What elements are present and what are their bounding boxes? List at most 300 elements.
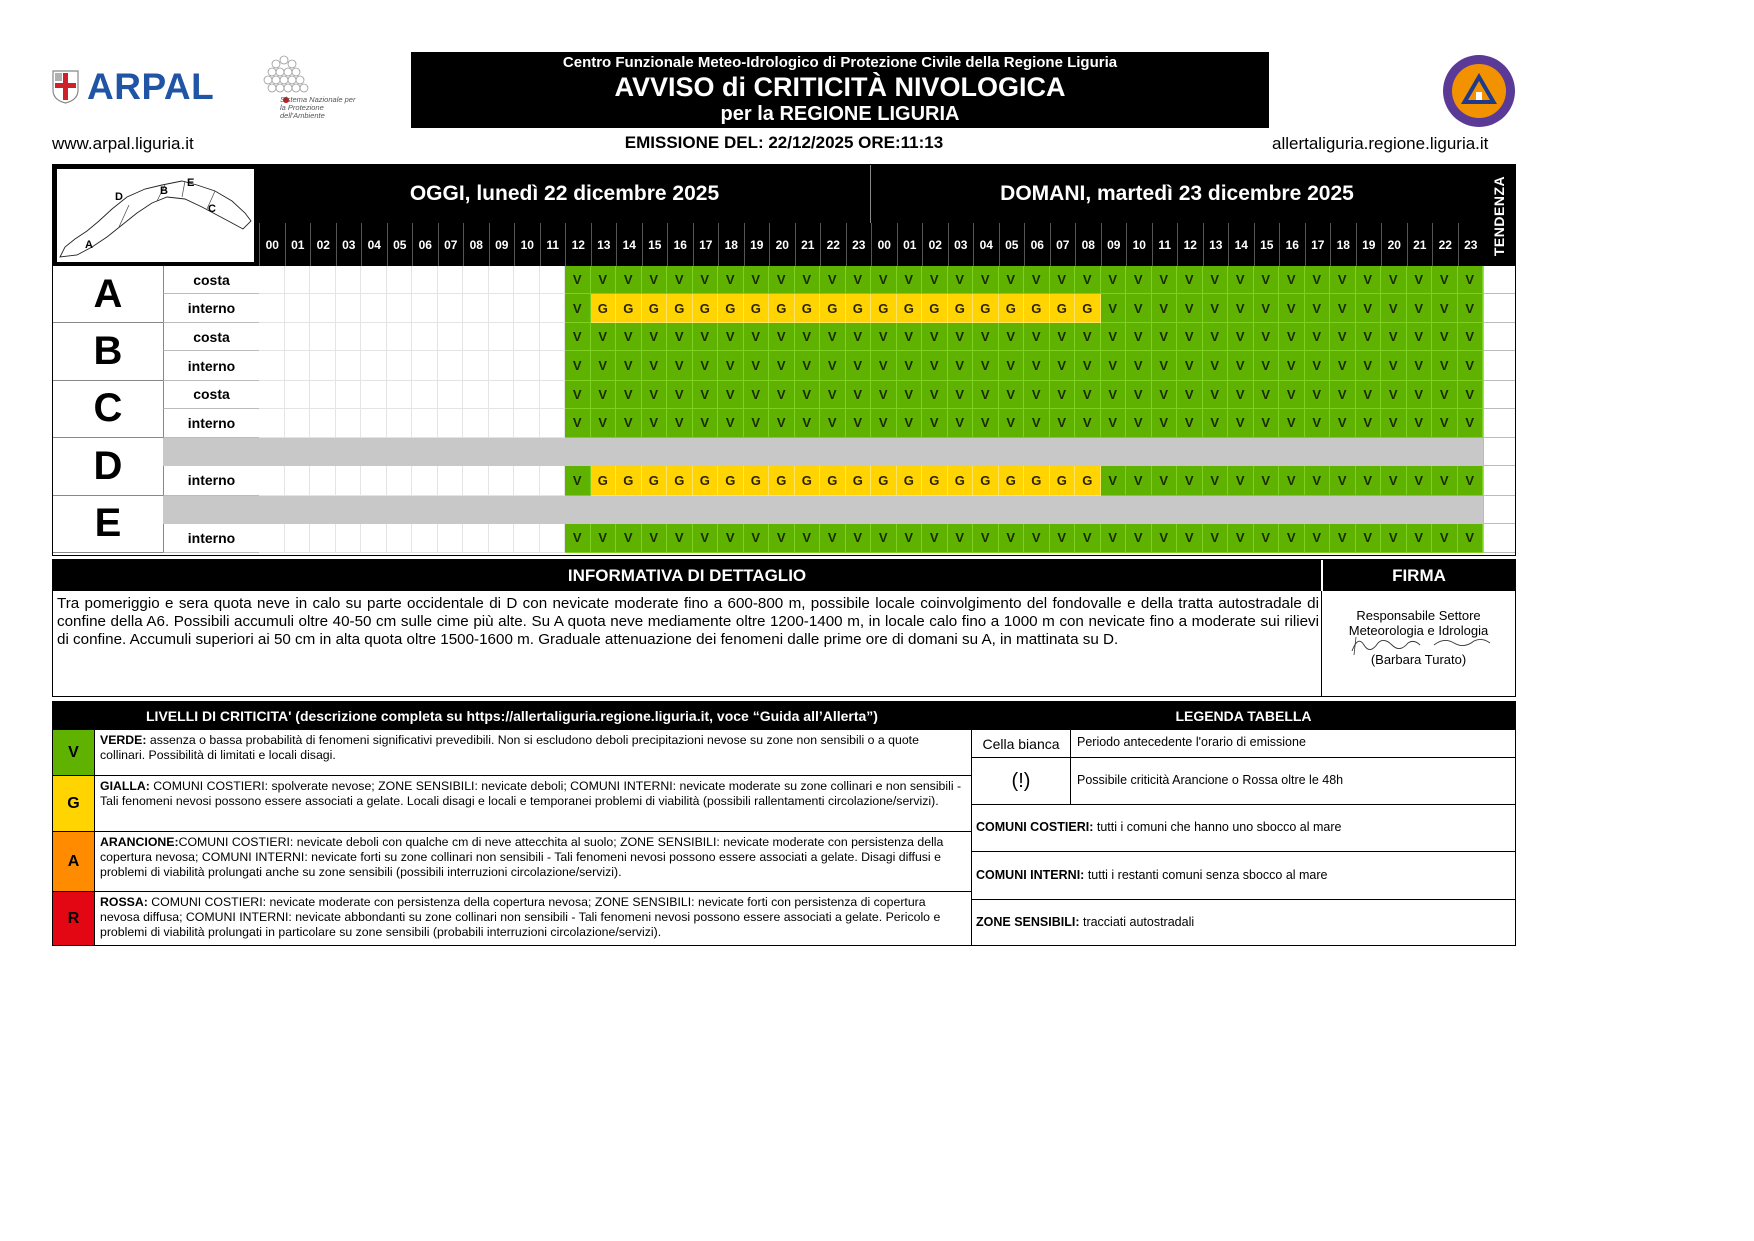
criticality-levels-panel [52,701,972,946]
level-cell: V [1101,266,1127,294]
level-cell: V [1203,524,1229,553]
level-cell [259,409,285,438]
level-cell: V [1356,323,1382,351]
level-cell: V [1177,524,1203,553]
level-cell: V [1279,323,1305,351]
level-cell: V [642,381,668,409]
level-cell: V [897,524,923,553]
level-cell: V [871,351,897,380]
level-cell: G [693,466,719,495]
level-cell: V [820,351,846,380]
level-cell: V [769,323,795,351]
level-cell: V [897,351,923,380]
zone-d-interno-label: interno [163,466,259,495]
legend-key-cella-bianca: Cella bianca [972,730,1071,757]
hour-header: 21 [1407,223,1433,266]
level-cell [540,381,566,409]
level-cell: V [1356,466,1382,495]
level-cell: V [999,266,1025,294]
level-cell: V [616,381,642,409]
level-cell [514,524,540,553]
level-cell [336,466,362,495]
level-cell [489,294,515,323]
level-cell: V [1050,409,1076,438]
level-cell: V [999,524,1025,553]
hour-header: 10 [1126,223,1152,266]
level-cell [514,381,540,409]
level-cell [285,524,311,553]
legend-row-cella-bianca [972,729,1515,757]
level-cell: V [616,409,642,438]
level-cell [489,381,515,409]
level-cell: G [871,294,897,323]
level-cell: V [693,266,719,294]
level-cell: V [1203,381,1229,409]
level-cell: V [1152,294,1178,323]
zone-c-interno-label: interno [163,409,259,438]
level-cell: V [1305,323,1331,351]
level-cell: V [1279,524,1305,553]
level-cell: G [948,294,974,323]
level-cell: V [846,351,872,380]
level-cell [361,409,387,438]
level-cell: V [1330,351,1356,380]
hour-header: 09 [1101,223,1127,266]
level-cell: V [897,266,923,294]
level-cell: V [1024,351,1050,380]
level-cell: V [1254,323,1280,351]
level-cell: V [616,266,642,294]
level-cell [387,323,413,351]
level-cell [336,351,362,380]
level-cell: V [667,409,693,438]
level-cell [285,294,311,323]
hour-header: 07 [438,223,464,266]
level-cell [514,266,540,294]
level-cell: V [846,381,872,409]
level-cell [489,351,515,380]
level-cell: V [1381,294,1407,323]
level-cell [463,351,489,380]
level-cell [438,294,464,323]
level-cell [387,466,413,495]
level-cell: V [667,524,693,553]
level-cell: V [1432,323,1458,351]
level-cell: G [948,466,974,495]
level-cell: V [565,466,591,495]
hour-header: 18 [718,223,744,266]
hour-header: 03 [336,223,362,266]
level-cell [489,524,515,553]
hour-header: 15 [642,223,668,266]
level-cell: V [1126,381,1152,409]
level-cell: V [642,409,668,438]
hour-header: 07 [1050,223,1076,266]
level-cell: V [795,351,821,380]
zone-c-costa-label: costa [163,381,259,409]
level-cell: V [1305,466,1331,495]
level-cell: V [1228,409,1254,438]
tendenza-cell [1483,466,1515,495]
level-cell: V [922,266,948,294]
level-cell: V [1228,381,1254,409]
zone-d-interno-cells [259,466,1483,495]
hour-header: 10 [514,223,540,266]
level-cell: V [820,266,846,294]
level-cell: V [769,266,795,294]
hour-header: 01 [897,223,923,266]
zone-letter-d: D [53,438,163,495]
level-cell [310,381,336,409]
level-cell: V [1126,466,1152,495]
level-gialla [53,775,971,831]
level-cell [285,466,311,495]
level-cell: V [1407,323,1433,351]
level-cell: V [1458,524,1484,553]
title-line-regione: per la REGIONE LIGURIA [720,103,960,125]
legend-row-zone-sensibili [972,899,1515,945]
zone-letter-a: A [53,266,163,323]
level-cell: V [769,351,795,380]
detail-info-panel [52,559,1516,697]
level-cell: G [973,466,999,495]
level-cell [412,266,438,294]
level-cell: G [718,466,744,495]
level-cell: V [769,409,795,438]
level-cell: V [1432,294,1458,323]
level-cell: V [795,524,821,553]
handwritten-signature-icon [1344,633,1494,655]
level-cell: G [820,466,846,495]
level-cell: V [1432,266,1458,294]
level-cell: V [1407,351,1433,380]
level-cell: V [973,409,999,438]
level-cell: V [642,351,668,380]
tendenza-label: TENDENZA [1491,175,1507,256]
level-cell: V [1075,351,1101,380]
hour-header: 05 [999,223,1025,266]
level-cell: G [642,294,668,323]
level-cell [412,351,438,380]
level-cell: V [795,409,821,438]
level-name-gialla: GIALLA: [100,779,150,793]
level-cell [438,409,464,438]
hour-header: 08 [1075,223,1101,266]
hour-header: 05 [387,223,413,266]
level-cell: V [1432,381,1458,409]
criticality-table [52,164,1516,556]
level-cell [514,351,540,380]
signature-role-line1: Responsabile Settore [1356,608,1481,623]
level-cell [285,409,311,438]
tendenza-cell [1483,409,1515,438]
level-cell [310,294,336,323]
level-cell: V [1177,381,1203,409]
legend-row-comuni-costieri [972,804,1515,851]
level-cell: V [1458,351,1484,380]
zone-letter-c: C [53,381,163,438]
legend-row-criticita [972,757,1515,804]
level-cell: V [744,266,770,294]
level-cell: G [897,466,923,495]
hours-row [259,223,1483,266]
level-cell: V [1407,294,1433,323]
level-cell: G [642,466,668,495]
level-cell: V [769,524,795,553]
level-cell [489,409,515,438]
zone-a-costa-cells [259,266,1483,294]
zone-letter-b: B [53,323,163,380]
level-cell: V [973,323,999,351]
legend-val-comuni-costieri: tutti i comuni che hanno uno sbocco al mare [1096,820,1342,834]
level-text-gialla: COMUNI COSTIERI: spolverate nevose; ZONE SENSIBILI: nevicate deboli; COMUNI INTERNI: nevicate moderate su zone collinari e non sensibili - Tali fenomeni nevosi possono essere associati a gelate. Locali disagi e locali e temporanei problemi di viabilità (possibili rallentamenti circolazione/servizi). [100,779,962,808]
level-cell: V [1101,524,1127,553]
level-cell: V [1356,351,1382,380]
level-cell [412,409,438,438]
level-cell [387,381,413,409]
level-cell: G [846,466,872,495]
level-cell: V [1330,524,1356,553]
level-cell: V [744,381,770,409]
level-cell [336,323,362,351]
level-cell: V [846,323,872,351]
level-cell: V [744,323,770,351]
level-cell: G [999,294,1025,323]
level-cell: V [846,524,872,553]
level-cell: V [1177,466,1203,495]
level-cell: V [897,409,923,438]
level-cell: V [1356,524,1382,553]
level-cell: V [591,323,617,351]
level-cell: V [973,524,999,553]
level-cell [463,266,489,294]
level-cell: G [591,466,617,495]
level-cell [259,466,285,495]
level-cell: V [642,323,668,351]
level-cell: V [1381,351,1407,380]
hour-header: 19 [744,223,770,266]
level-cell: V [1101,351,1127,380]
level-cell: V [820,409,846,438]
level-cell: V [667,381,693,409]
arpal-website-link[interactable]: www.arpal.liguria.it [52,134,194,153]
level-cell: V [1050,381,1076,409]
signature-box [1321,591,1515,696]
level-cell [285,266,311,294]
level-cell: V [718,524,744,553]
level-cell: V [871,524,897,553]
level-cell: V [1381,266,1407,294]
level-cell: V [1228,294,1254,323]
level-cell: V [1432,524,1458,553]
level-cell: V [1458,381,1484,409]
level-cell: V [1407,266,1433,294]
level-cell: V [1228,466,1254,495]
hour-header: 20 [1381,223,1407,266]
level-cell: V [744,409,770,438]
level-cell: V [1050,323,1076,351]
level-cell: V [999,381,1025,409]
level-cell [489,266,515,294]
level-cell: V [1458,409,1484,438]
level-cell: V [565,381,591,409]
level-cell: V [1279,351,1305,380]
level-cell: V [999,409,1025,438]
level-cell: V [948,266,974,294]
level-cell: V [1024,323,1050,351]
level-cell: V [1381,323,1407,351]
legend-key-criticita: (!) [972,758,1071,804]
zone-map-frame [53,165,259,266]
signature-role-line2: Meteorologia e Idrologia [1348,623,1489,638]
level-cell: V [565,266,591,294]
level-cell: V [1279,266,1305,294]
detail-info-text: Tra pomeriggio e sera quota neve in calo su parte occidentale di D con nevicate moderate fino a 600-800 m, possibile locale coinvolgimento del fondovalle e della tratta autostradale di confine della A6. Possibili accumuli oltre 40-50 cm sulle cime più alte. Su A quota neve mediamente oltre 1200-1400 m, in locale calo fino a 1000 m con nevicate fino a moderate sui rilievi di confine. Accumuli superiori ai 50 cm in alta quota oltre 1500-1600 m. Graduale attenuazione dei fenomeni dalle prime ore di domani su A, in mattinata su D. [57,595,1319,648]
hour-header: 14 [1228,223,1254,266]
hour-header: 14 [616,223,642,266]
level-cell: G [795,294,821,323]
level-cell: V [948,381,974,409]
level-cell: V [1330,381,1356,409]
level-cell: V [693,323,719,351]
level-cell: V [1050,266,1076,294]
level-cell: V [1330,266,1356,294]
hour-header: 15 [1254,223,1280,266]
hour-header: 06 [412,223,438,266]
allertaliguria-website-link[interactable]: allertaliguria.regione.liguria.it [1272,134,1489,153]
level-cell: V [1305,351,1331,380]
zone-e-interno-label: interno [163,524,259,553]
level-cell: V [1254,524,1280,553]
level-code-gialla: G [53,776,95,831]
level-cell: V [1305,409,1331,438]
level-cell [259,351,285,380]
level-cell [259,524,285,553]
hour-header: 11 [540,223,566,266]
level-cell: V [591,266,617,294]
zone-e-interno-cells [259,524,1483,553]
level-cell: V [667,351,693,380]
level-cell [310,266,336,294]
level-cell: V [616,323,642,351]
level-cell [336,409,362,438]
level-cell: V [1458,466,1484,495]
level-cell: V [1152,524,1178,553]
level-code-rossa: R [53,892,95,945]
level-name-rossa: ROSSA: [100,895,148,909]
level-code-arancione: A [53,832,95,891]
tendenza-cell [1483,323,1515,351]
level-cell: V [795,381,821,409]
level-cell [463,409,489,438]
level-cell [361,524,387,553]
level-cell: G [769,294,795,323]
level-cell: V [820,381,846,409]
level-cell: V [1152,323,1178,351]
hour-header: 22 [1432,223,1458,266]
level-cell: V [973,351,999,380]
level-cell: V [1305,266,1331,294]
level-cell: V [922,524,948,553]
level-cell: V [922,323,948,351]
level-cell: V [1101,466,1127,495]
zone-a-interno-label: interno [163,294,259,323]
level-cell: G [871,466,897,495]
level-cell: V [1177,323,1203,351]
snpa-logo [258,52,376,124]
level-cell: V [1330,294,1356,323]
hour-header: 16 [667,223,693,266]
hour-header: 12 [565,223,591,266]
liguria-zone-map [57,169,254,262]
hour-header: 06 [1024,223,1050,266]
map-label-b: B [160,185,168,197]
legend-val-cella-bianca: Periodo antecedente l'orario di emissione [1077,735,1306,749]
level-cell: V [1126,266,1152,294]
level-cell: V [1254,381,1280,409]
level-cell: V [1305,294,1331,323]
level-cell: V [1330,323,1356,351]
level-cell: V [769,381,795,409]
level-cell: V [693,524,719,553]
level-cell: V [1203,466,1229,495]
hour-header: 01 [285,223,311,266]
level-verde [53,729,971,775]
level-cell: V [1432,409,1458,438]
level-cell: G [1024,466,1050,495]
level-cell: V [565,351,591,380]
level-cell: G [744,294,770,323]
tendenza-cell [1483,351,1515,380]
level-rossa [53,891,971,945]
level-cell: V [820,524,846,553]
level-cell: G [1075,466,1101,495]
title-box [411,52,1269,128]
level-cell: V [1152,466,1178,495]
level-code-verde: V [53,730,95,775]
hour-header: 17 [693,223,719,266]
level-cell: V [1407,466,1433,495]
level-cell [438,381,464,409]
level-cell: V [1254,409,1280,438]
level-cell [285,323,311,351]
level-cell: V [1203,266,1229,294]
level-cell: G [616,466,642,495]
hour-header: 09 [489,223,515,266]
level-cell [387,351,413,380]
level-cell [514,466,540,495]
zone-a-costa-label: costa [163,266,259,294]
level-cell [259,294,285,323]
hour-header: 17 [1305,223,1331,266]
level-cell [259,323,285,351]
level-cell: V [1203,294,1229,323]
level-cell [285,351,311,380]
level-cell: V [1152,409,1178,438]
level-cell: V [744,351,770,380]
hour-header: 11 [1152,223,1178,266]
level-cell: G [744,466,770,495]
level-cell: G [1050,466,1076,495]
hour-header: 02 [922,223,948,266]
legend-key-zone-sensibili: ZONE SENSIBILI: [976,915,1080,929]
level-cell [387,266,413,294]
level-cell: G [795,466,821,495]
level-cell: V [871,409,897,438]
level-cell: V [1407,409,1433,438]
snpa-logo-text: Sistema Nazionale per la Protezione dell'Ambiente [280,95,356,120]
hour-header: 13 [591,223,617,266]
